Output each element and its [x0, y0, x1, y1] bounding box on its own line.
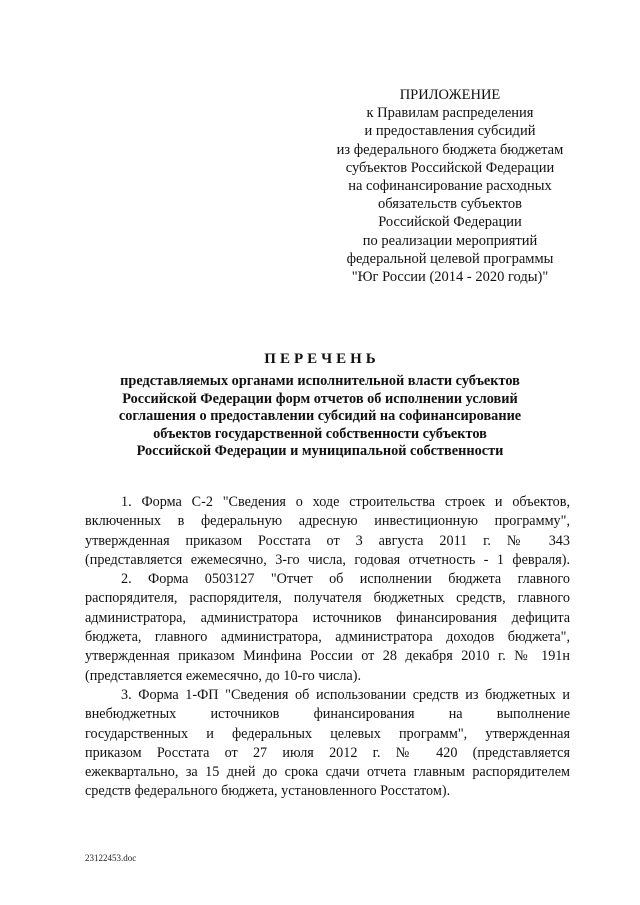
appendix-line: и предоставления субсидий	[364, 123, 536, 140]
paragraph-line: государственных и федеральных целевых программ", утвержденная	[85, 725, 570, 742]
paragraph-line: (представляется ежемесячно, 3-го числа, годовая отчетность - 1 февраля).	[85, 551, 570, 568]
document-subtitle	[90, 373, 550, 461]
list-item-3	[85, 686, 570, 802]
paragraph-line: 1. Форма С-2 "Сведения о ходе строительства строек и объектов,	[121, 494, 570, 510]
paragraph-line: включенных в федеральную адресную инвестиционную программу",	[85, 513, 570, 530]
document-title: ПЕРЕЧЕНЬ	[264, 351, 380, 367]
appendix-line: на софинансирование расходных	[348, 178, 552, 195]
paragraph-line: бюджета, главного администратора, администратора доходов бюджета",	[85, 629, 570, 646]
appendix-line: федеральной целевой программы	[346, 250, 554, 267]
appendix-line: обязательств субъектов	[378, 196, 522, 213]
paragraph-line: администратора, администратора источников финансирования дефицита	[85, 609, 570, 626]
subtitle-line: представляемых органами исполнительной власти субъектов	[120, 373, 520, 389]
list-item-1	[85, 493, 570, 570]
paragraph-line: утвержденная приказом Росстата от 3 августа 2011 г. № 343	[85, 532, 570, 549]
subtitle-line: соглашения о предоставлении субсидий на софинансирование	[118, 408, 522, 424]
appendix-title: ПРИЛОЖЕНИЕ	[399, 87, 501, 103]
paragraph-line: утвержденная приказом Минфина России от 28 декабря 2010 г. № 191н	[85, 648, 570, 665]
appendix-line: к Правилам распределения	[366, 105, 534, 122]
list-item-2	[85, 570, 570, 686]
paragraph-line: внебюджетных источников финансирования на выполнение	[85, 706, 570, 723]
appendix-header	[300, 86, 600, 286]
document-body	[85, 493, 570, 802]
paragraph-line: 3. Форма 1-ФП "Сведения об использовании средств из бюджетных и	[121, 686, 570, 703]
subtitle-line: Российской Федерации форм отчетов об исполнении условий	[122, 390, 518, 407]
appendix-line: из федерального бюджета бюджетам	[336, 141, 564, 158]
appendix-line: "Юг России (2014 - 2020 годы)"	[351, 269, 549, 286]
paragraph-line: распорядителя, распорядителя, получателя бюджетных средств, главного	[85, 590, 570, 607]
subtitle-line: Российской Федерации и муниципальной собственности	[136, 443, 504, 459]
paragraph-line: ежеквартально, за 15 дней до срока сдачи отчета главным распорядителем	[85, 764, 570, 781]
appendix-line: субъектов Российской Федерации	[345, 159, 555, 176]
subtitle-line: объектов государственной собственности субъектов	[153, 425, 487, 442]
paragraph-line: приказом Росстата от 27 июля 2012 г. № 420 (представляется	[85, 744, 570, 761]
paragraph-line: средств федерального бюджета, установленного Росстатом).	[85, 783, 451, 800]
paragraph-line: (представляется ежемесячно, до 10-го числа).	[85, 667, 361, 684]
paragraph-line: 2. Форма 0503127 "Отчет об исполнении бюджета главного	[121, 571, 570, 588]
appendix-line: Российской Федерации	[378, 214, 522, 231]
appendix-line: по реализации мероприятий	[362, 232, 538, 249]
file-name-footer: 23122453.doc	[85, 853, 137, 863]
